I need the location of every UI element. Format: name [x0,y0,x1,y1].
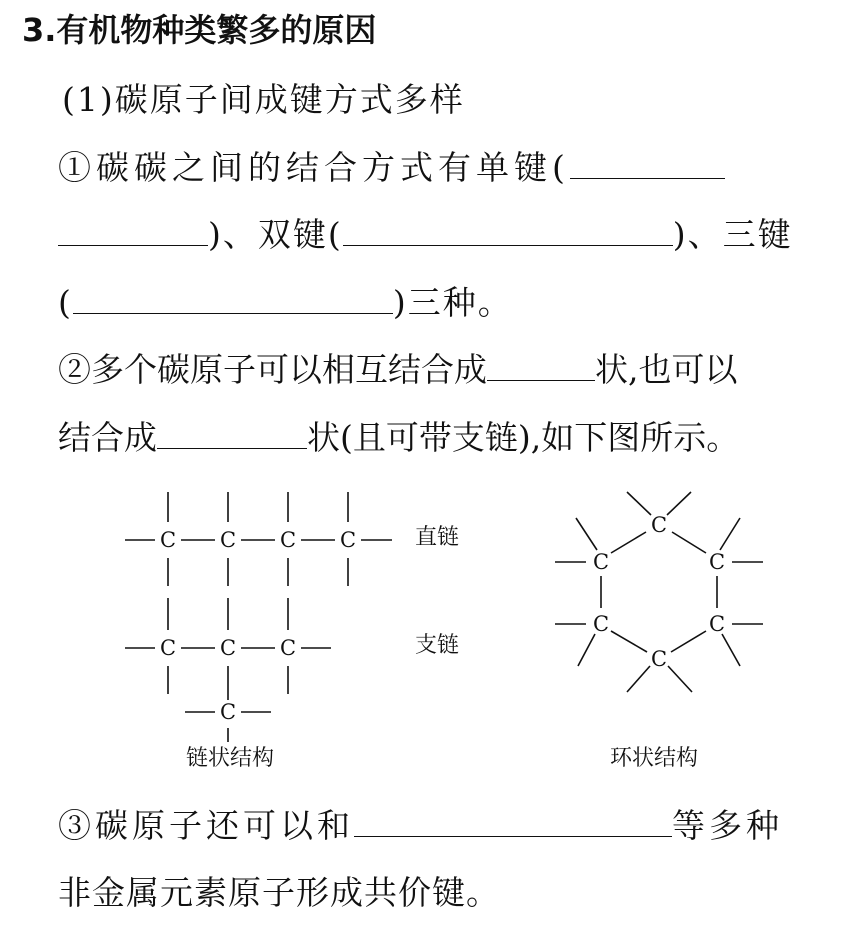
carbon-atom: C [708,612,726,636]
carbon-atom: C [219,528,237,552]
item3-prefix: ③碳原子还可以和 [58,806,354,845]
item2-prefix: ②多个碳原子可以相互结合成 [58,350,487,389]
single-bond-blank-a[interactable] [570,148,725,179]
chain-blank[interactable] [487,350,595,381]
branched-chain-label: 支链 [415,633,460,658]
carbon-atom: C [279,528,297,552]
subheading-bonding: (1)碳原子间成键方式多样 [62,80,465,119]
bond-line [611,631,647,652]
carbon-atom: C [708,550,726,574]
straight-chain-label: 直链 [415,525,460,550]
bond-line [720,518,740,550]
chain-atoms [160,528,356,724]
triple-bond-blank[interactable] [73,283,393,314]
single-bond-blank-b[interactable] [58,215,208,246]
nonmetal-blank[interactable] [354,806,672,837]
item3-line2: 非金属元素原子形成共价键。 [58,873,500,912]
item1-mid2: )、三键 [672,215,793,254]
carbon-atom: C [279,636,297,660]
carbon-atom: C [219,700,237,724]
ring-atoms [593,513,725,671]
bond-line [722,634,740,666]
carbon-atom: C [159,528,177,552]
item3-suffix: 等多种 [672,806,783,845]
double-bond-blank[interactable] [343,215,673,246]
carbon-atom: C [592,612,610,636]
carbon-structure-figure [0,480,842,780]
ring-blank[interactable] [157,418,307,449]
item2-line2 [58,418,739,458]
item1-prefix: ①碳碳之间的结合方式有单键( [58,148,570,187]
item1-mid1: )、双键( [208,215,343,254]
bond-line [667,492,691,515]
chain-caption: 链状结构 [186,746,275,771]
bond-line [578,634,595,666]
section-heading: 3.有机物种类繁多的原因 [22,11,377,49]
item1-line2 [58,215,793,255]
bond-line [611,532,646,553]
carbon-atom: C [592,550,610,574]
item2-suffix: 状(且可带支链),如下图所示。 [307,418,740,457]
item1-open: ( [58,283,73,322]
carbon-atom: C [339,528,357,552]
item2-prefix2: 结合成 [58,418,157,457]
carbon-atom: C [219,636,237,660]
item1-line3 [58,283,513,323]
carbon-atom: C [650,513,668,537]
bond-line [627,666,650,692]
carbon-atom: C [650,647,668,671]
item3-line1 [58,806,783,846]
item1-suffix: )三种。 [392,283,513,322]
ring-caption: 环状结构 [610,746,699,771]
bond-line [668,666,692,692]
item1-line1 [58,148,725,188]
bond-line [576,518,597,550]
bond-line [627,492,651,515]
bond-line [671,631,706,652]
bond-line [672,532,706,553]
item2-mid1: 状,也可以 [595,350,738,389]
item2-line1 [58,350,738,390]
carbon-atom: C [159,636,177,660]
